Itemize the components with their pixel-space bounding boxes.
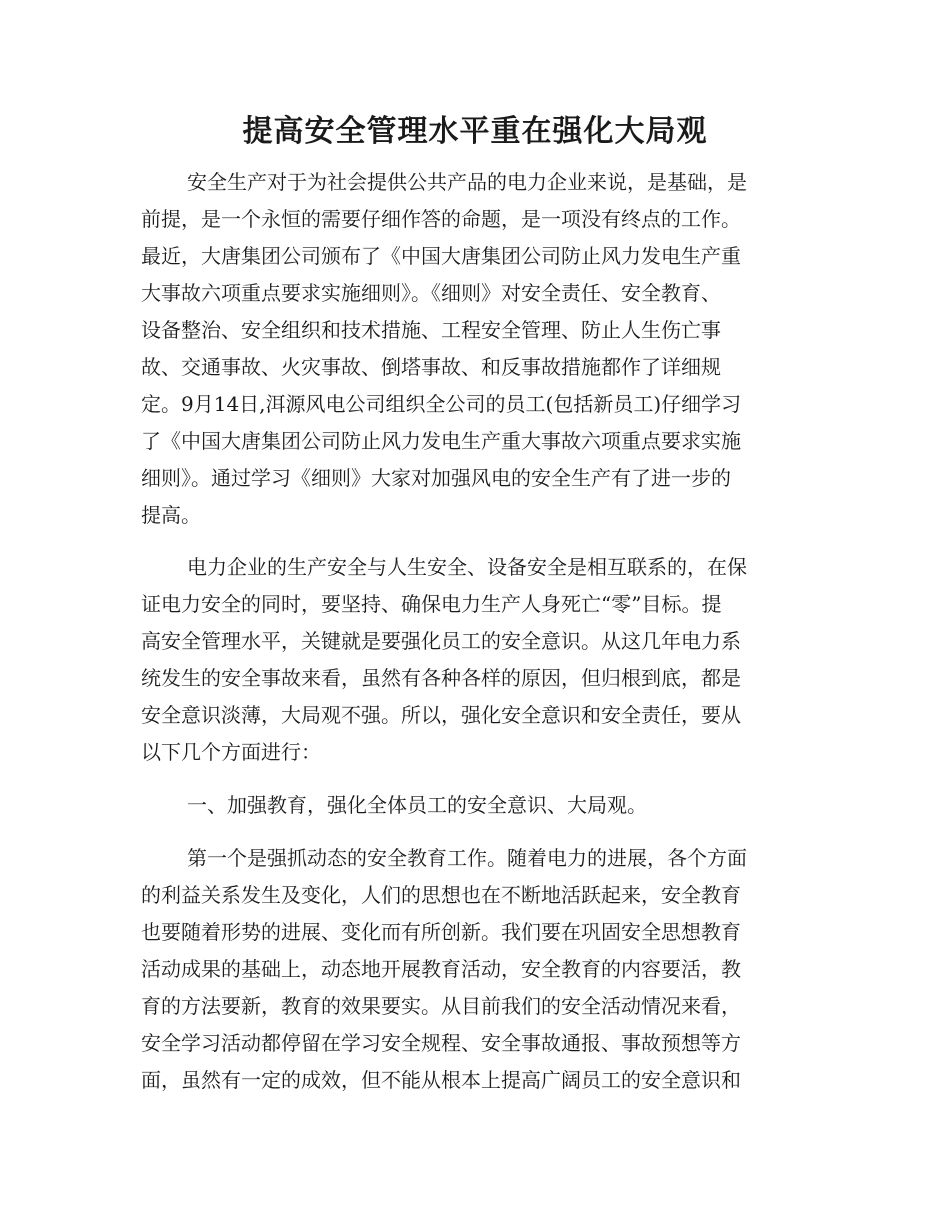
paragraph-line: 活动成果的基础上，动态地开展教育活动，安全教育的内容要活，教 bbox=[141, 957, 741, 981]
paragraph-line: 设备整治、安全组织和技术措施、工程安全管理、防止人生伤亡事 bbox=[141, 318, 721, 342]
paragraph-line: 了《中国大唐集团公司防止风力发电生产重大事故六项重点要求实施 bbox=[141, 429, 741, 453]
paragraph-line: 最近，大唐集团公司颁布了《中国大唐集团公司防止风力发电生产重 bbox=[141, 244, 741, 268]
paragraph-line: 提高。 bbox=[141, 503, 201, 527]
paragraph-line: 安全意识淡薄，大局观不强。所以，强化安全意识和安全责任，要从 bbox=[141, 703, 741, 727]
paragraph-line: 定。9月14日,洱源风电公司组织全公司的员工(包括新员工)仔细学习 bbox=[141, 392, 742, 416]
paragraph-line: 故、交通事故、火灾事故、倒塔事故、和反事故措施都作了详细规 bbox=[141, 355, 721, 379]
paragraph-line: 电力企业的生产安全与人生安全、设备安全是相互联系的，在保 bbox=[187, 555, 747, 579]
paragraph-line: 安全学习活动都停留在学习安全规程、安全事故通报、事故预想等方 bbox=[141, 1031, 741, 1055]
paragraph-line: 高安全管理水平，关键就是要强化员工的安全意识。从这几年电力系 bbox=[141, 629, 741, 653]
paragraph-line: 安全生产对于为社会提供公共产品的电力企业来说，是基础，是 bbox=[187, 170, 747, 194]
paragraph-line: 大事故六项重点要求实施细则》。《细则》对安全责任、安全教育、 bbox=[141, 281, 721, 305]
paragraph-line: 前提，是一个永恒的需要仔细作答的命题，是一项没有终点的工作。 bbox=[141, 207, 741, 231]
paragraph-line: 第一个是强抓动态的安全教育工作。随着电力的进展，各个方面 bbox=[187, 846, 747, 870]
section-heading: 一、加强教育，强化全体员工的安全意识、大局观。 bbox=[187, 793, 647, 817]
document-title: 提高安全管理水平重在强化大局观 bbox=[242, 114, 708, 149]
paragraph-line: 证电力安全的同时，要坚持、确保电力生产人身死亡“零”目标。提 bbox=[141, 592, 722, 616]
paragraph-line: 也要随着形势的进展、变化而有所创新。我们要在巩固安全思想教育 bbox=[141, 920, 741, 944]
paragraph-line: 的利益关系发生及变化，人们的思想也在不断地活跃起来，安全教育 bbox=[141, 883, 741, 907]
paragraph-line: 育的方法要新，教育的效果要实。从目前我们的安全活动情况来看， bbox=[141, 994, 741, 1018]
paragraph-line: 统发生的安全事故来看，虽然有各种各样的原因，但归根到底，都是 bbox=[141, 666, 741, 690]
paragraph-line: 细则》。通过学习《细则》大家对加强风电的安全生产有了进一步的 bbox=[141, 466, 731, 490]
paragraph-line: 以下几个方面进行： bbox=[141, 740, 321, 764]
paragraph-line: 面，虽然有一定的成效，但不能从根本上提高广阔员工的安全意识和 bbox=[141, 1068, 741, 1092]
